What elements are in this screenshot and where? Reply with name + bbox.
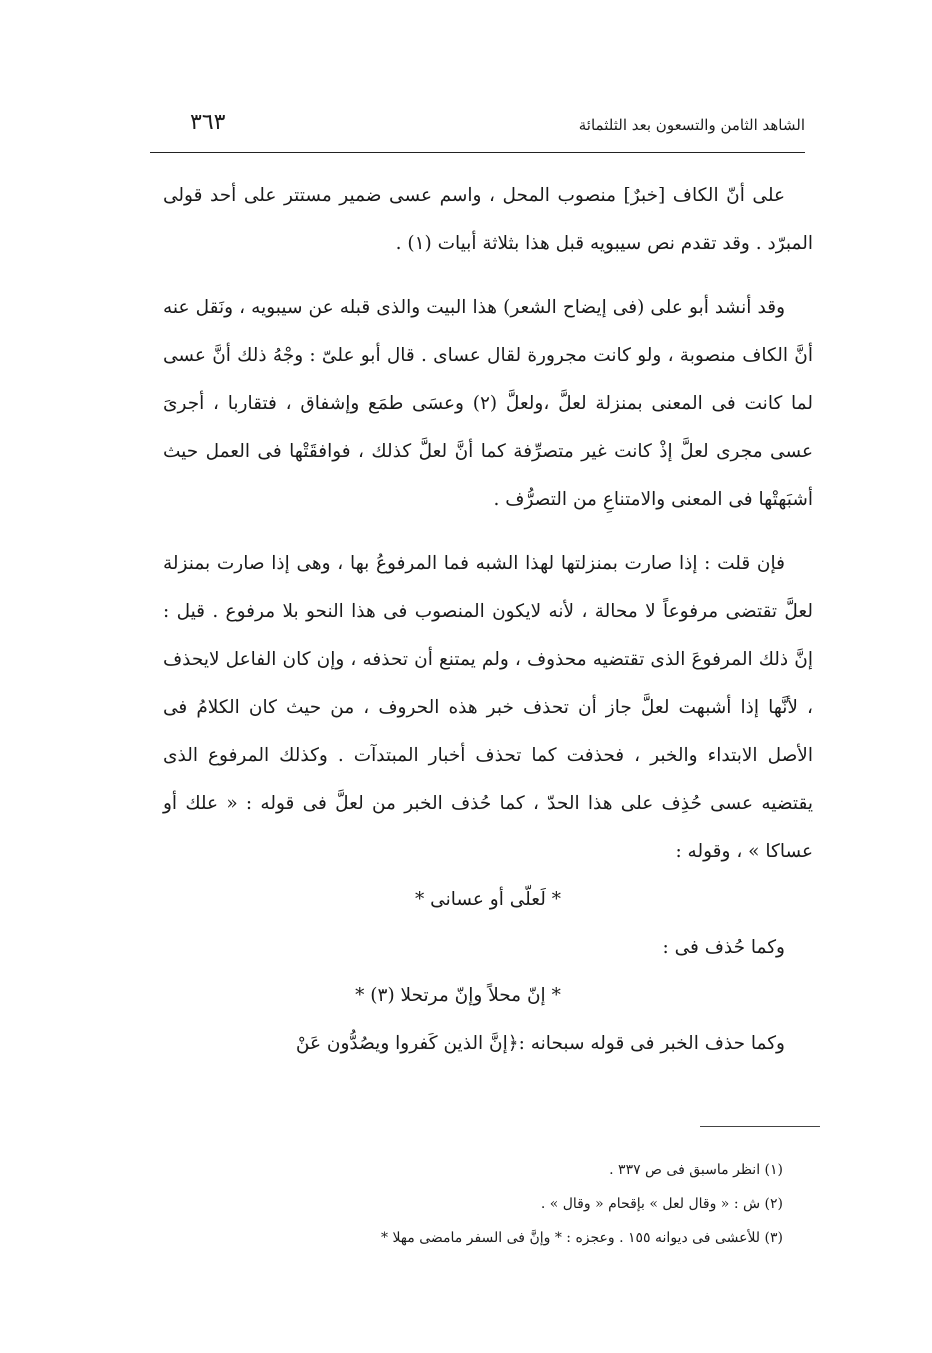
paragraph-2: وقد أنشد أبو على (فى إيضاح الشعر) هذا البيت والذى قبله عن سيبويه ، ونَقل عنه أنَّ الكاف منصوبة ، ولو كانت مجرورة لقال عساى . قال أبو علىّ : وجْهُ ذلك أنَّ عسى لما كانت فى المعنى بمنزلة لعلَّ ،ولعلَّ (٢) وعسَى طمَع وإشفاق ، فتقاربا ، أجرىَ عسى مجرى لعلَّ إذْ كانت غير متصرِّفة كما أنَّ لعلَّ كذلك ، فوافقَتْها فى العمل حيث أشبَهتْها فى المعنى والامتناعِ من التصرُّف .	[163, 297, 813, 510]
running-title: الشاهد الثامن والتسعون بعد الثلثمائة	[578, 116, 805, 134]
paragraph-3: فإن قلت : إذا صارت بمنزلتها لهذا الشبه فما المرفوعُ بها ، وهى إذا صارت بمنزلة لعلَّ تقتضى مرفوعاً لا محالة ، لأنه لايكون المنصوب فى هذا النحو بلا مرفوع . قيل : إنَّ ذلك المرفوعَ الذى تقتضيه محذوف ، ولم يمتنع أن تحذفه ، وإن كان الفاعل لايحذف ، لأنَّها إذا أشبهت لعلَّ جاز أن تحذف خبر هذه الحروف ، من حيث كان الكلامُ فى الأصل الابتداء والخبر ، فحذفت كما تحذف أخبار المبتدآت . وكذلك المرفوع الذى يقتضيه عسى حُذِف على هذا الحدّ ، كما حُذف الخبر من لعلَّ فى قوله : « علك أو عساكا » ، وقوله :	[163, 553, 813, 862]
footnote-2: (٢) ش : « وقال لعل » بإقحام « وقال » .	[540, 1196, 783, 1212]
paragraph-1: على أنّ الكاف [خبرٌ] منصوب المحل ، واسم عسى ضمير مستتر على أحد قولى المبرّد . وقد تقدم نص سيبويه قبل هذا بثلاثة أبيات (١) .	[163, 185, 813, 254]
footnotes	[163, 1153, 783, 1255]
main-text	[163, 172, 813, 1068]
footnote-1: (١) انظر ماسبق فى ص ٣٣٧ .	[609, 1162, 783, 1178]
footnote-divider	[700, 1126, 820, 1127]
verse-1: * لَعلّى أو عسانى *	[415, 889, 561, 910]
paragraph-5: وكما حذف الخبر فى قوله سبحانه :﴿إنَّ الذين كَفروا ويصُدُّون عَنْ	[295, 1033, 785, 1054]
footnote-3: (٣) للأعشى فى ديوانه ١٥٥ . وعجزه : * وإنَّ فى السفر مامضى مهلا *	[381, 1230, 783, 1246]
header-divider	[150, 152, 805, 153]
verse-2: * إنّ محلاً وإنّ مرتحلا (٣) *	[355, 985, 561, 1006]
page-number: ٣٦٣	[190, 110, 226, 135]
page-header	[150, 108, 805, 148]
paragraph-4: وكما حُذف فى :	[662, 937, 785, 958]
